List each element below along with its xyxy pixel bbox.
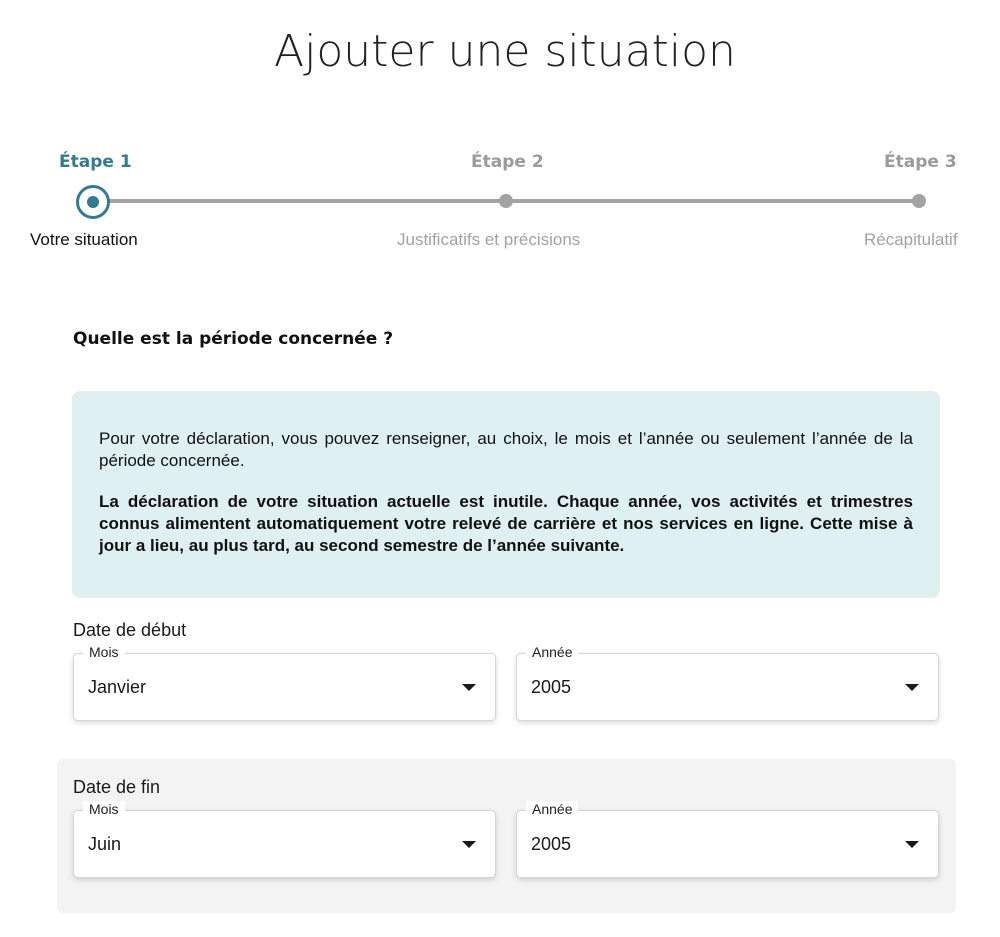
chevron-down-icon	[905, 841, 919, 848]
end-month-select[interactable]	[73, 801, 496, 878]
chevron-down-icon	[462, 684, 476, 691]
start-year-legend: Année	[526, 644, 578, 660]
step-1-label: Votre situation	[30, 230, 138, 249]
step-2-label: Justificatifs et précisions	[397, 230, 581, 249]
end-year-legend: Année	[526, 801, 578, 817]
stepper	[0, 148, 1000, 258]
chevron-down-icon	[905, 684, 919, 691]
period-question: Quelle est la période concernée ?	[73, 329, 394, 349]
start-month-value: Janvier	[88, 677, 147, 697]
page-title: Ajouter une situation	[274, 26, 736, 77]
step-3-title: Étape 3	[884, 152, 957, 172]
end-date-label: Date de fin	[73, 777, 161, 797]
chevron-down-icon	[462, 841, 476, 848]
start-date-label: Date de début	[73, 620, 187, 640]
end-month-legend: Mois	[83, 801, 125, 817]
step-2-title: Étape 2	[471, 152, 544, 172]
step-1-indicator[interactable]	[76, 185, 110, 219]
info-warning-text: La déclaration de votre situation actuelle est inutile. Chaque année, vos activités et trimestres connus alimentent automatiquement votre relevé de carrière et nos services en ligne. Cette mise à jour a lieu, au plus tard, au second semestre de l’année suivante.	[99, 492, 913, 555]
info-text: Pour votre déclaration, vous pouvez renseigner, au choix, le mois et l’année ou seulement l’année de la période concernée.	[99, 429, 913, 470]
step-2-indicator	[499, 194, 513, 208]
info-box	[72, 391, 940, 598]
step-1-title: Étape 1	[59, 152, 132, 172]
end-year-select[interactable]	[516, 801, 939, 878]
step-3-label: Récapitulatif	[864, 230, 958, 249]
start-year-select[interactable]	[516, 644, 939, 721]
start-month-select[interactable]	[73, 644, 496, 721]
start-year-value: 2005	[531, 677, 572, 697]
step-3-indicator	[912, 194, 926, 208]
start-month-legend: Mois	[83, 644, 125, 660]
end-month-value: Juin	[88, 834, 122, 854]
end-year-value: 2005	[531, 834, 572, 854]
